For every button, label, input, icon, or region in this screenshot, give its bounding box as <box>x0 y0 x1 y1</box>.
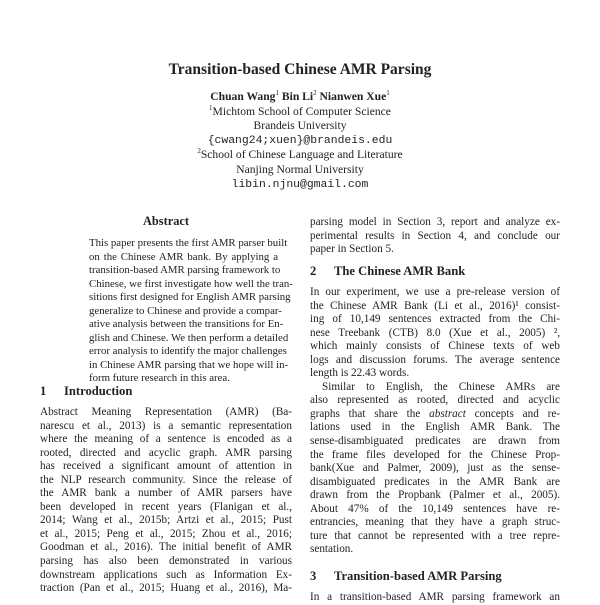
affiliation-1-university: Brandeis University <box>253 119 347 133</box>
author-sup: 1 <box>275 89 279 98</box>
text-line: In a transition-based AMR parsing framework an <box>310 591 560 603</box>
text-line: on the Chinese AMR bank. By applying a <box>89 250 278 263</box>
text-line: form future research in this area. <box>89 372 230 385</box>
text-line: entrancies, meaning that they have a graph struc- <box>310 516 560 529</box>
text-line: transition-based AMR parsing framework to <box>89 264 281 277</box>
text-line: error analysis to identify the major challenges <box>89 345 287 358</box>
section-title: Introduction <box>64 384 133 398</box>
text-line: sentation. <box>310 543 354 556</box>
text-line: drawn from the Propbank (Palmer et al., 2005). <box>310 489 560 502</box>
text-line: 2014; Wang et al., 2015b; Artzi et al., 2015; Pust <box>40 514 292 527</box>
text-line: In our experiment, we use a pre-release version of <box>310 286 560 298</box>
text-line: sense-disambiguated predicates are drawn from <box>310 435 560 448</box>
italic-term: abstract <box>429 407 466 420</box>
section-1-heading <box>40 384 132 399</box>
text-span: concepts and re- <box>474 407 561 420</box>
text-line: which mainly consists of Chinese texts of web <box>310 340 560 353</box>
text-span: graphs that share the <box>310 407 421 420</box>
affiliation-2 <box>0 148 600 163</box>
author-name: Bin Li <box>281 90 314 103</box>
text-line: the frame files developed for the Chinese Prop- <box>310 448 560 461</box>
text-line: Chinese, we first investigate how well the tran- <box>89 277 293 290</box>
text-line: the AMR bank a number of AMR parsers have <box>40 487 292 500</box>
affil-sup: 1 <box>209 103 213 112</box>
author-sup: 2 <box>313 89 317 98</box>
author-block <box>0 90 600 192</box>
text-line: length is 22.43 words. <box>310 367 410 380</box>
text-line: generalize to Chinese and provide a compar- <box>89 304 282 317</box>
email-1: {cwang24;xuen}@brandeis.edu <box>207 134 393 147</box>
introduction-body <box>40 406 292 596</box>
text-line: nese Treebank (CTB) 8.0 (Xue et al., 2005) ², <box>310 326 560 339</box>
affiliation-2-university: Nanjing Normal University <box>236 162 364 176</box>
text-line: traction (Pan et al., 2015; Huang et al., 2016), Ma- <box>40 582 292 595</box>
paper-title: Transition-based Chinese AMR Parsing <box>168 61 432 78</box>
text-line: ing of 10,149 sentences extracted from the Chi- <box>310 313 560 326</box>
paragraph <box>310 421 560 556</box>
author-sup: 1 <box>386 89 390 98</box>
section-3-body <box>310 591 560 605</box>
text-line: Goodman et al., 2016). The initial benefit of AMR <box>40 541 292 554</box>
affil-text: Michtom School of Computer Science <box>212 104 391 118</box>
text-line <box>310 408 560 422</box>
text-line: perimental results in Section 4, and conclude our <box>310 229 560 242</box>
text-line: logs and discussion forums. The average sentence <box>310 353 560 366</box>
section-number: 2 <box>310 264 317 278</box>
text-line: where the meaning of a sentence is encoded as a <box>40 433 292 446</box>
text-line: About 47% of the 10,149 sentences have re- <box>310 502 560 515</box>
text-line: disambiguated predicates in the AMR Bank are <box>310 475 560 488</box>
section-title: Transition-based AMR Parsing <box>334 569 502 583</box>
text-line: the NLP research community. Since the release of <box>40 473 292 486</box>
text-line: Abstract Meaning Representation (AMR) (Ba- <box>40 406 292 418</box>
affiliation-1 <box>0 105 600 120</box>
text-line: also represented as rooted, directed and acyclic <box>310 394 560 407</box>
text-line: parsing model in Section 3, report and analyze ex- <box>310 216 560 228</box>
abstract-heading: Abstract <box>142 214 190 228</box>
abstract-body <box>89 237 293 386</box>
author-name: Nianwen Xue <box>319 90 387 103</box>
text-line: the Chinese AMR Bank (Li et al., 2016)¹ consist- <box>310 299 560 312</box>
text-line: in Chinese AMR parsing that we hope will in- <box>89 358 289 371</box>
text-line: has received a significant amount of attention in <box>40 460 292 473</box>
section-number: 1 <box>40 384 47 398</box>
text-line: rooted, directed and acyclic graph. AMR parsing <box>40 446 292 459</box>
text-line: bank(Xue and Palmer, 2009), just as the sense- <box>310 462 560 475</box>
author-name: Chuan Wang <box>210 90 276 103</box>
text-line: This paper presents the first AMR parser built <box>89 237 288 249</box>
text-line: been developed in recent years (Flanigan et al., <box>40 500 292 513</box>
text-line: ative analysis between the transitions for En- <box>89 318 284 331</box>
text-line: ture that cannot be represented with a tree repre- <box>310 529 560 542</box>
text-line: et al., 2015; Peng et al., 2015; Zhou et al., 2016; <box>40 527 292 540</box>
affil-text: School of Chinese Language and Literature <box>200 148 403 162</box>
text-line: parsing has also been demonstrated in various <box>40 555 292 568</box>
text-line: sitions first designed for English AMR parsing <box>89 291 291 304</box>
author-names <box>0 90 600 105</box>
introduction-continued <box>310 216 560 257</box>
section-title: The Chinese AMR Bank <box>334 264 466 278</box>
affil-sup: 2 <box>197 147 201 156</box>
paragraph <box>310 286 560 381</box>
section-3-heading <box>310 569 502 584</box>
email-2: libin.njnu@gmail.com <box>231 178 369 191</box>
section-2-heading <box>310 264 465 279</box>
text-line: paper in Section 5. <box>310 243 394 256</box>
text-line: Similar to English, the Chinese AMRs are <box>322 380 560 393</box>
text-line: narescu et al., 2013) is a semantic representation <box>40 419 292 432</box>
text-line: downstream applications such as Information Ex- <box>40 568 292 581</box>
text-line: glish and Chinese. We then perform a detailed <box>89 331 289 344</box>
section-number: 3 <box>310 569 317 583</box>
section-2-body <box>310 286 560 557</box>
text-line: lations used in the English AMR Bank. The <box>310 421 560 434</box>
